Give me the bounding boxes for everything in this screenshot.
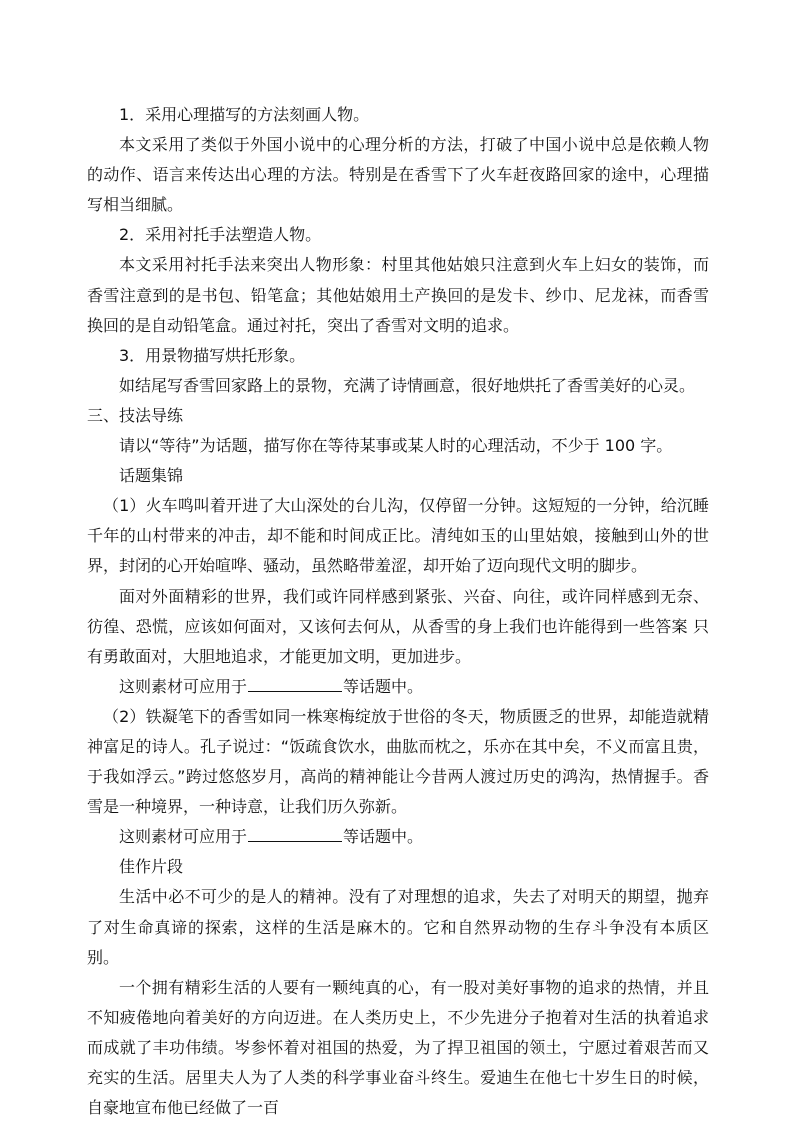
excerpt-paragraph-2: 一个拥有精彩生活的人要有一颗纯真的心，有一股对美好事物的追求的热情，并且不知疲倦地向着美好的方向迈进。在人类历史上，不少先进分子抱着对生活的执着追求而成就了丰功伟绩。岑参怀着对祖国的热爱，为了捍卫祖国的领土，宁愿过着艰苦而又充实的生活。居里夫人为了人类的科学事业奋斗终生。爱迪生在他七十岁生日的时候，自豪地宣布他已经做了一百 [87,977,709,1118]
topic-1-paragraph-2: 面对外面精彩的世界，我们或许同样感到紧张、兴奋、向往，或许同样感到无奈、彷徨、恐慌，应该如何面对，又该何去何从，从香雪的身上我们也许能得到一些答案 只有勇敢面对，大胆地追求，才能更加文明，更加进步。 [87,586,709,666]
excerpt-paragraph-1: 生活中必不可少的是人的精神。没有了对理想的追求，失去了对明天的期望，抛弃了对生命真谛的探索，这样的生活是麻木的。它和自然界动物的生存斗争没有本质区别。 [87,887,709,967]
excerpt-heading: 佳作片段 [119,857,184,877]
point-2-heading: 2．采用衬托手法塑造人物。 [119,225,322,245]
apply-line-1 [87,672,709,702]
topic-2-paragraph: （2）铁凝笔下的香雪如同一株寒梅绽放于世俗的冬天，物质匮乏的世界，却能造就精神富足的诗人。孔子说过：“饭疏食饮水，曲肱而枕之，乐亦在其中矣，不义而富且贵，于我如浮云。”跨过悠悠岁月，高尚的精神能让今昔两人渡过历史的鸿沟，热情握手。香雪是一种境界，一种诗意，让我们历久弥新。 [87,706,709,817]
apply-text-before: 这则素材可应用于 [119,676,248,696]
apply-text-after: 等话题中。 [343,676,424,696]
point-3-body: 如结尾写香雪回家路上的景物，充满了诗情画意，很好地烘托了香雪美好的心灵。 [119,375,696,395]
topic-1-paragraph: （1）火车鸣叫着开进了大山深处的台儿沟，仅停留一分钟。这短短的一分钟，给沉睡千年的山村带来的冲击，却不能和时间成正比。清纯如玉的山里姑娘，接触到山外的世界，封闭的心开始喧哗、骚动，虽然略带羞涩，却开始了迈向现代文明的脚步。 [87,496,709,576]
apply-line-2 [87,822,709,852]
section-3-heading: 三、技法导练 [87,405,184,425]
point-2-body: 本文采用衬托手法来突出人物形象：村里其他姑娘只注意到火车上妇女的装饰，而香雪注意到的是书包、铅笔盒；其他姑娘用土产换回的是发卡、纱巾、尼龙袜，而香雪换回的是自动铅笔盒。通过衬托，突出了香雪对文明的追求。 [87,255,709,335]
point-1-heading: 1．采用心理描写的方法刻画人物。 [119,105,370,124]
point-3-heading: 3．用景物描写烘托形象。 [119,345,306,365]
topic-collection-heading: 话题集锦 [119,466,184,486]
point-1-body: 本文采用了类似于外国小说中的心理分析的方法，打破了中国小说中总是依赖人物的动作、语言来传达出心理的方法。特别是在香雪下了火车赶夜路回家的途中，心理描写相当细腻。 [87,135,709,215]
fill-blank-1[interactable] [248,674,342,692]
apply-text-before: 这则素材可应用于 [119,827,248,847]
apply-text-after: 等话题中。 [343,827,424,847]
fill-blank-2[interactable] [248,824,342,842]
writing-task: 请以“等待”为话题，描写你在等待某事或某人时的心理活动，不少于 100 字。 [119,436,673,456]
document-page [87,100,709,1123]
